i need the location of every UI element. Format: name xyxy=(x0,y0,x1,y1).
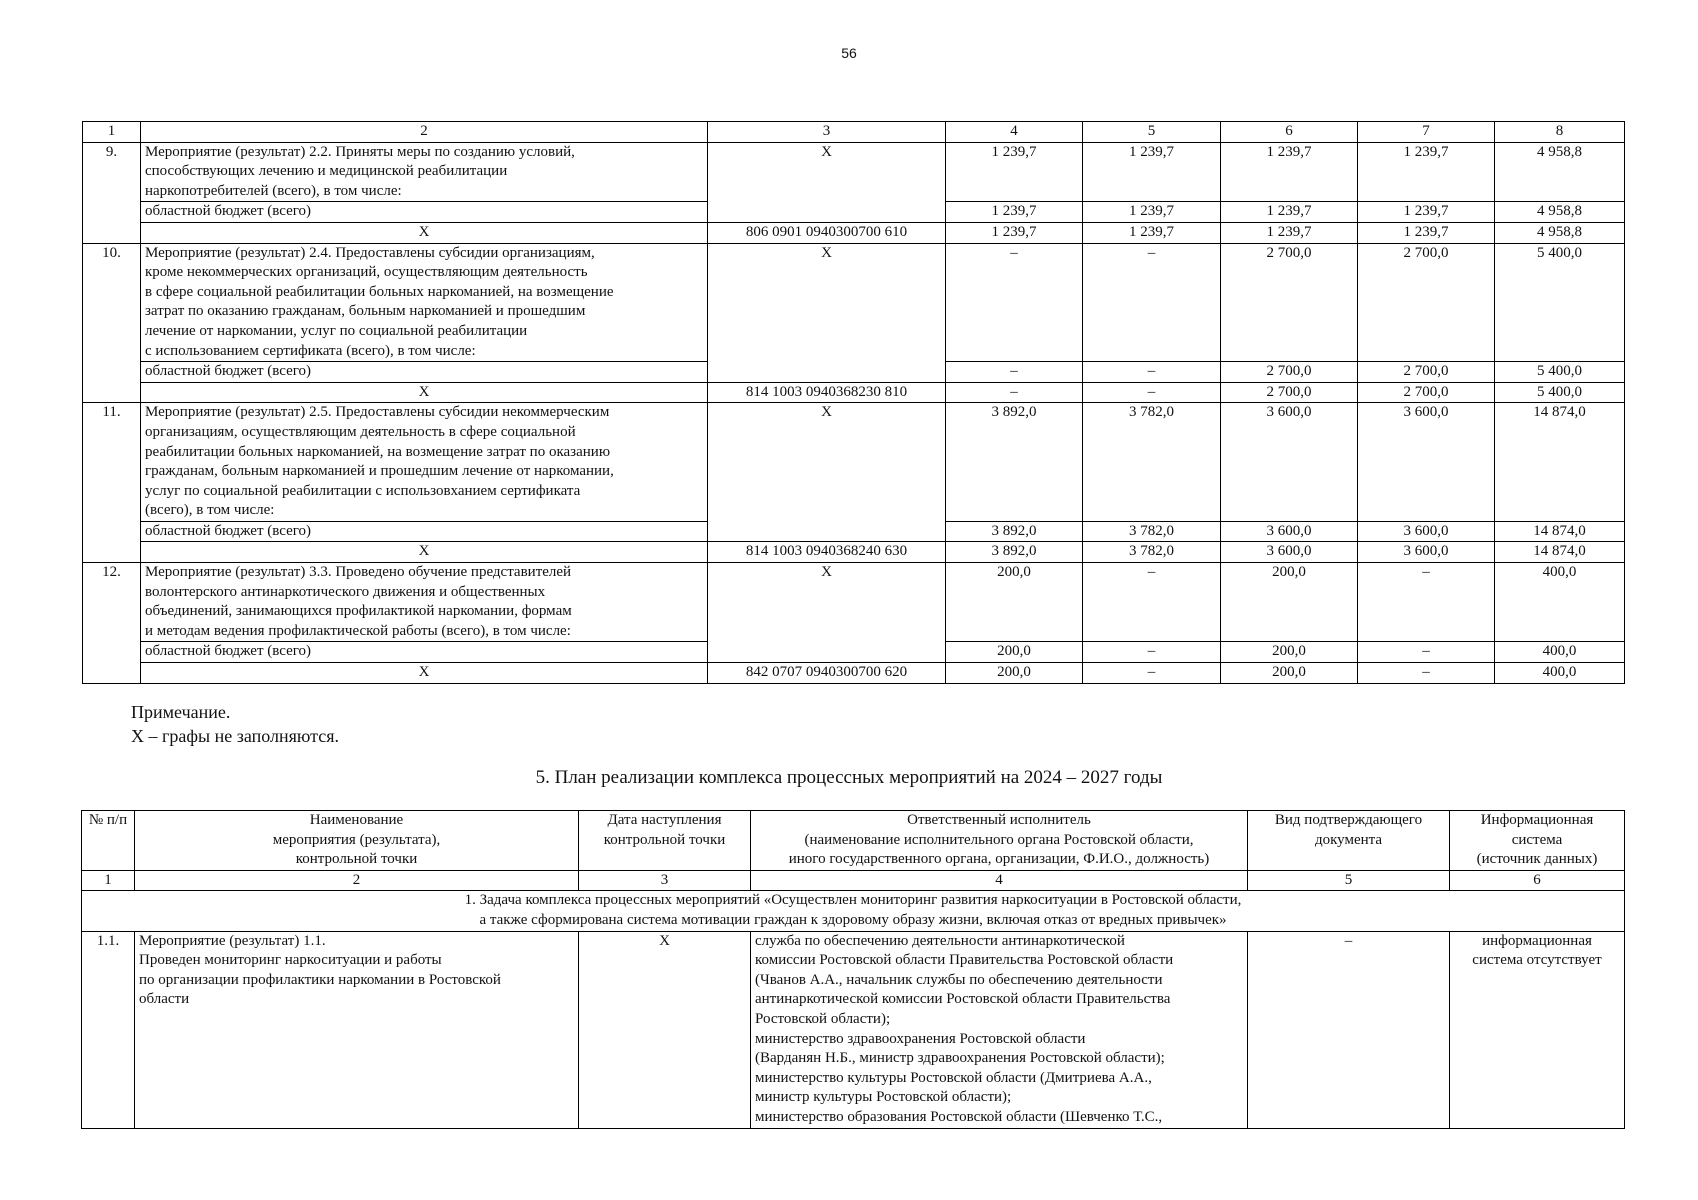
x-label: X xyxy=(141,222,708,243)
column-number: 2 xyxy=(135,870,579,891)
amount-cell: – xyxy=(946,243,1083,362)
amount-cell: 5 400,0 xyxy=(1495,243,1625,362)
budget-label: областной бюджет (всего) xyxy=(141,202,708,223)
column-number: 2 xyxy=(141,122,708,143)
table-row xyxy=(82,931,1625,1128)
amount-cell: – xyxy=(1083,362,1221,383)
amount-cell: 4 958,8 xyxy=(1495,202,1625,223)
amount-cell: 1 239,7 xyxy=(1358,202,1495,223)
budget-label: областной бюджет (всего) xyxy=(141,521,708,542)
amount-cell: 14 874,0 xyxy=(1495,542,1625,563)
kbk-row xyxy=(83,542,1625,563)
measure-description: Мероприятие (результат) 2.2. Приняты меры по созданию условий, способствующих лечению и медицинской реабилитации наркопотребителей (всего), в том числе: xyxy=(141,142,708,202)
amount-cell: 2 700,0 xyxy=(1221,243,1358,362)
amount-cell: 1 239,7 xyxy=(1221,142,1358,202)
amount-cell: 1 239,7 xyxy=(946,222,1083,243)
note-text: X – графы не заполняются. xyxy=(131,726,339,746)
column-header: Вид подтверждающего документа xyxy=(1248,811,1450,871)
amount-cell: – xyxy=(946,362,1083,383)
amount-cell: 1 239,7 xyxy=(1083,142,1221,202)
amount-cell: – xyxy=(1083,663,1221,684)
amount-cell: – xyxy=(1083,642,1221,663)
amount-cell: 200,0 xyxy=(946,642,1083,663)
row-number: 1.1. xyxy=(82,931,135,1128)
amount-cell: 5 400,0 xyxy=(1495,362,1625,383)
table-row xyxy=(83,142,1625,202)
amount-cell: 3 600,0 xyxy=(1358,403,1495,522)
amount-cell: – xyxy=(1358,663,1495,684)
column-number: 6 xyxy=(1221,122,1358,143)
amount-cell: 400,0 xyxy=(1495,663,1625,684)
column-number: 5 xyxy=(1083,122,1221,143)
amount-cell: 1 239,7 xyxy=(1358,142,1495,202)
amount-cell: 4 958,8 xyxy=(1495,222,1625,243)
measure-description: Мероприятие (результат) 2.5. Предоставлены субсидии некоммерческим организациям, осуществляющим деятельность в сфере социальной реабилитации больных наркоманией, на возмещение затрат по оказанию гражданам, больным наркоманией и прошедшим лечение от наркомании, услуг по социальной реабилитации с использовханием сертификата (всего), в том числе: xyxy=(141,403,708,522)
amount-cell: – xyxy=(1358,563,1495,642)
column-number: 1 xyxy=(82,870,135,891)
column-number: 4 xyxy=(946,122,1083,143)
amount-cell: 200,0 xyxy=(946,663,1083,684)
amount-cell: 3 600,0 xyxy=(1221,521,1358,542)
amount-cell: 400,0 xyxy=(1495,642,1625,663)
amount-cell: 400,0 xyxy=(1495,563,1625,642)
column-header: Наименование мероприятия (результата), контрольной точки xyxy=(135,811,579,871)
amount-cell: 4 958,8 xyxy=(1495,142,1625,202)
amount-cell: 200,0 xyxy=(946,563,1083,642)
amount-cell: 3 892,0 xyxy=(946,521,1083,542)
amount-cell: 3 782,0 xyxy=(1083,521,1221,542)
measure-description: Мероприятие (результат) 2.4. Предоставлены субсидии организациям, кроме некоммерческих организаций, осуществляющим деятельность в сфере социальной реабилитации больных наркоманией, на возмещение затрат по оказанию гражданам, больным наркоманией и прошедшим лечение от наркомании, услуг по социальной реабилитации с использованием сертификата (всего), в том числе: xyxy=(141,243,708,362)
amount-cell: 3 600,0 xyxy=(1358,521,1495,542)
financing-table xyxy=(82,121,1625,684)
column-header: Дата наступления контрольной точки xyxy=(579,811,751,871)
amount-cell: 1 239,7 xyxy=(946,202,1083,223)
row-number: 11. xyxy=(83,403,141,563)
amount-cell: 3 782,0 xyxy=(1083,542,1221,563)
amount-cell: – xyxy=(946,382,1083,403)
kbk-row xyxy=(83,222,1625,243)
table-row xyxy=(83,243,1625,362)
code-cell: X xyxy=(708,243,946,382)
x-label: X xyxy=(141,382,708,403)
amount-cell: – xyxy=(1358,642,1495,663)
task-row xyxy=(82,891,1625,931)
measure-description: Мероприятие (результат) 3.3. Проведено обучение представителей волонтерского антинаркотического движения и общественных объединений, занимающихся профилактикой наркомании, формам и методам ведения профилактической работы (всего), в том числе: xyxy=(141,563,708,642)
amount-cell: 200,0 xyxy=(1221,563,1358,642)
kbk-code: 814 1003 0940368240 630 xyxy=(708,542,946,563)
amount-cell: 1 239,7 xyxy=(946,142,1083,202)
code-cell: X xyxy=(708,563,946,663)
amount-cell: 1 239,7 xyxy=(1358,222,1495,243)
row-number: 10. xyxy=(83,243,141,403)
x-label: X xyxy=(141,663,708,684)
column-number: 3 xyxy=(579,870,751,891)
table-row xyxy=(83,563,1625,642)
note-title: Примечание. xyxy=(131,702,231,722)
row-number: 9. xyxy=(83,142,141,243)
amount-cell: 2 700,0 xyxy=(1221,382,1358,403)
responsible-executor: служба по обеспечению деятельности антинаркотической комиссии Ростовской области Правительства Ростовской области (Чванов А.А., начальник службы по обеспечению деятельности антинаркотической комиссии Ростовской области Правительства Ростовской области); министерство здравоохранения Ростовской области (Варданян Н.Б., министр здравоохранения Ростовской области); министерство культуры Ростовской области (Дмитриева А.А., министр культуры Ростовской области); министерство образования Ростовской области (Шевченко Т.С., xyxy=(751,931,1248,1128)
column-number: 3 xyxy=(708,122,946,143)
task-heading: 1. Задача комплекса процессных мероприятий «Осуществлен мониторинг развития наркоситуации в Ростовской области, а также сформирована система мотивации граждан к здоровому образу жизни, включая отказ от вредных привычек» xyxy=(82,891,1625,931)
column-header: Информационная система (источник данных) xyxy=(1450,811,1625,871)
kbk-row xyxy=(83,663,1625,684)
confirming-document: – xyxy=(1248,931,1450,1128)
column-header: Ответственный исполнитель (наименование исполнительного органа Ростовской области, иного государственного органа, организации, Ф.И.О., должность) xyxy=(751,811,1248,871)
code-cell: X xyxy=(708,142,946,222)
amount-cell: – xyxy=(1083,563,1221,642)
amount-cell: – xyxy=(1083,382,1221,403)
amount-cell: 3 892,0 xyxy=(946,542,1083,563)
amount-cell: 1 239,7 xyxy=(1221,222,1358,243)
amount-cell: 3 892,0 xyxy=(946,403,1083,522)
kbk-row xyxy=(83,382,1625,403)
table-row xyxy=(83,403,1625,522)
amount-cell: 14 874,0 xyxy=(1495,403,1625,522)
x-label: X xyxy=(141,542,708,563)
amount-cell: 3 600,0 xyxy=(1221,403,1358,522)
kbk-code: 806 0901 0940300700 610 xyxy=(708,222,946,243)
amount-cell: 5 400,0 xyxy=(1495,382,1625,403)
header-row xyxy=(82,811,1625,871)
column-number-row xyxy=(82,870,1625,891)
amount-cell: 1 239,7 xyxy=(1221,202,1358,223)
column-number: 7 xyxy=(1358,122,1495,143)
column-number: 8 xyxy=(1495,122,1625,143)
budget-label: областной бюджет (всего) xyxy=(141,362,708,383)
amount-cell: 2 700,0 xyxy=(1221,362,1358,383)
amount-cell: 200,0 xyxy=(1221,642,1358,663)
amount-cell: – xyxy=(1083,243,1221,362)
amount-cell: 1 239,7 xyxy=(1083,202,1221,223)
note xyxy=(131,700,339,748)
measure-name: Мероприятие (результат) 1.1. Проведен мониторинг наркоситуации и работы по организации профилактики наркомании в Ростовской области xyxy=(135,931,579,1128)
column-number: 5 xyxy=(1248,870,1450,891)
amount-cell: 200,0 xyxy=(1221,663,1358,684)
amount-cell: 14 874,0 xyxy=(1495,521,1625,542)
column-number: 6 xyxy=(1450,870,1625,891)
column-number: 1 xyxy=(83,122,141,143)
amount-cell: 2 700,0 xyxy=(1358,382,1495,403)
column-header: № п/п xyxy=(82,811,135,871)
column-number: 4 xyxy=(751,870,1248,891)
amount-cell: 2 700,0 xyxy=(1358,362,1495,383)
page-number: 56 xyxy=(841,45,857,61)
amount-cell: 3 782,0 xyxy=(1083,403,1221,522)
information-system: информационная система отсутствует xyxy=(1450,931,1625,1128)
kbk-code: 814 1003 0940368230 810 xyxy=(708,382,946,403)
amount-cell: 3 600,0 xyxy=(1358,542,1495,563)
row-number: 12. xyxy=(83,563,141,684)
budget-label: областной бюджет (всего) xyxy=(141,642,708,663)
kbk-code: 842 0707 0940300700 620 xyxy=(708,663,946,684)
amount-cell: 2 700,0 xyxy=(1358,243,1495,362)
implementation-plan-table xyxy=(81,810,1625,1129)
amount-cell: 3 600,0 xyxy=(1221,542,1358,563)
section-title: 5. План реализации комплекса процессных мероприятий на 2024 – 2027 годы xyxy=(535,767,1163,788)
code-cell: X xyxy=(708,403,946,542)
column-number-row xyxy=(83,122,1625,143)
amount-cell: 1 239,7 xyxy=(1083,222,1221,243)
control-date: X xyxy=(579,931,751,1128)
